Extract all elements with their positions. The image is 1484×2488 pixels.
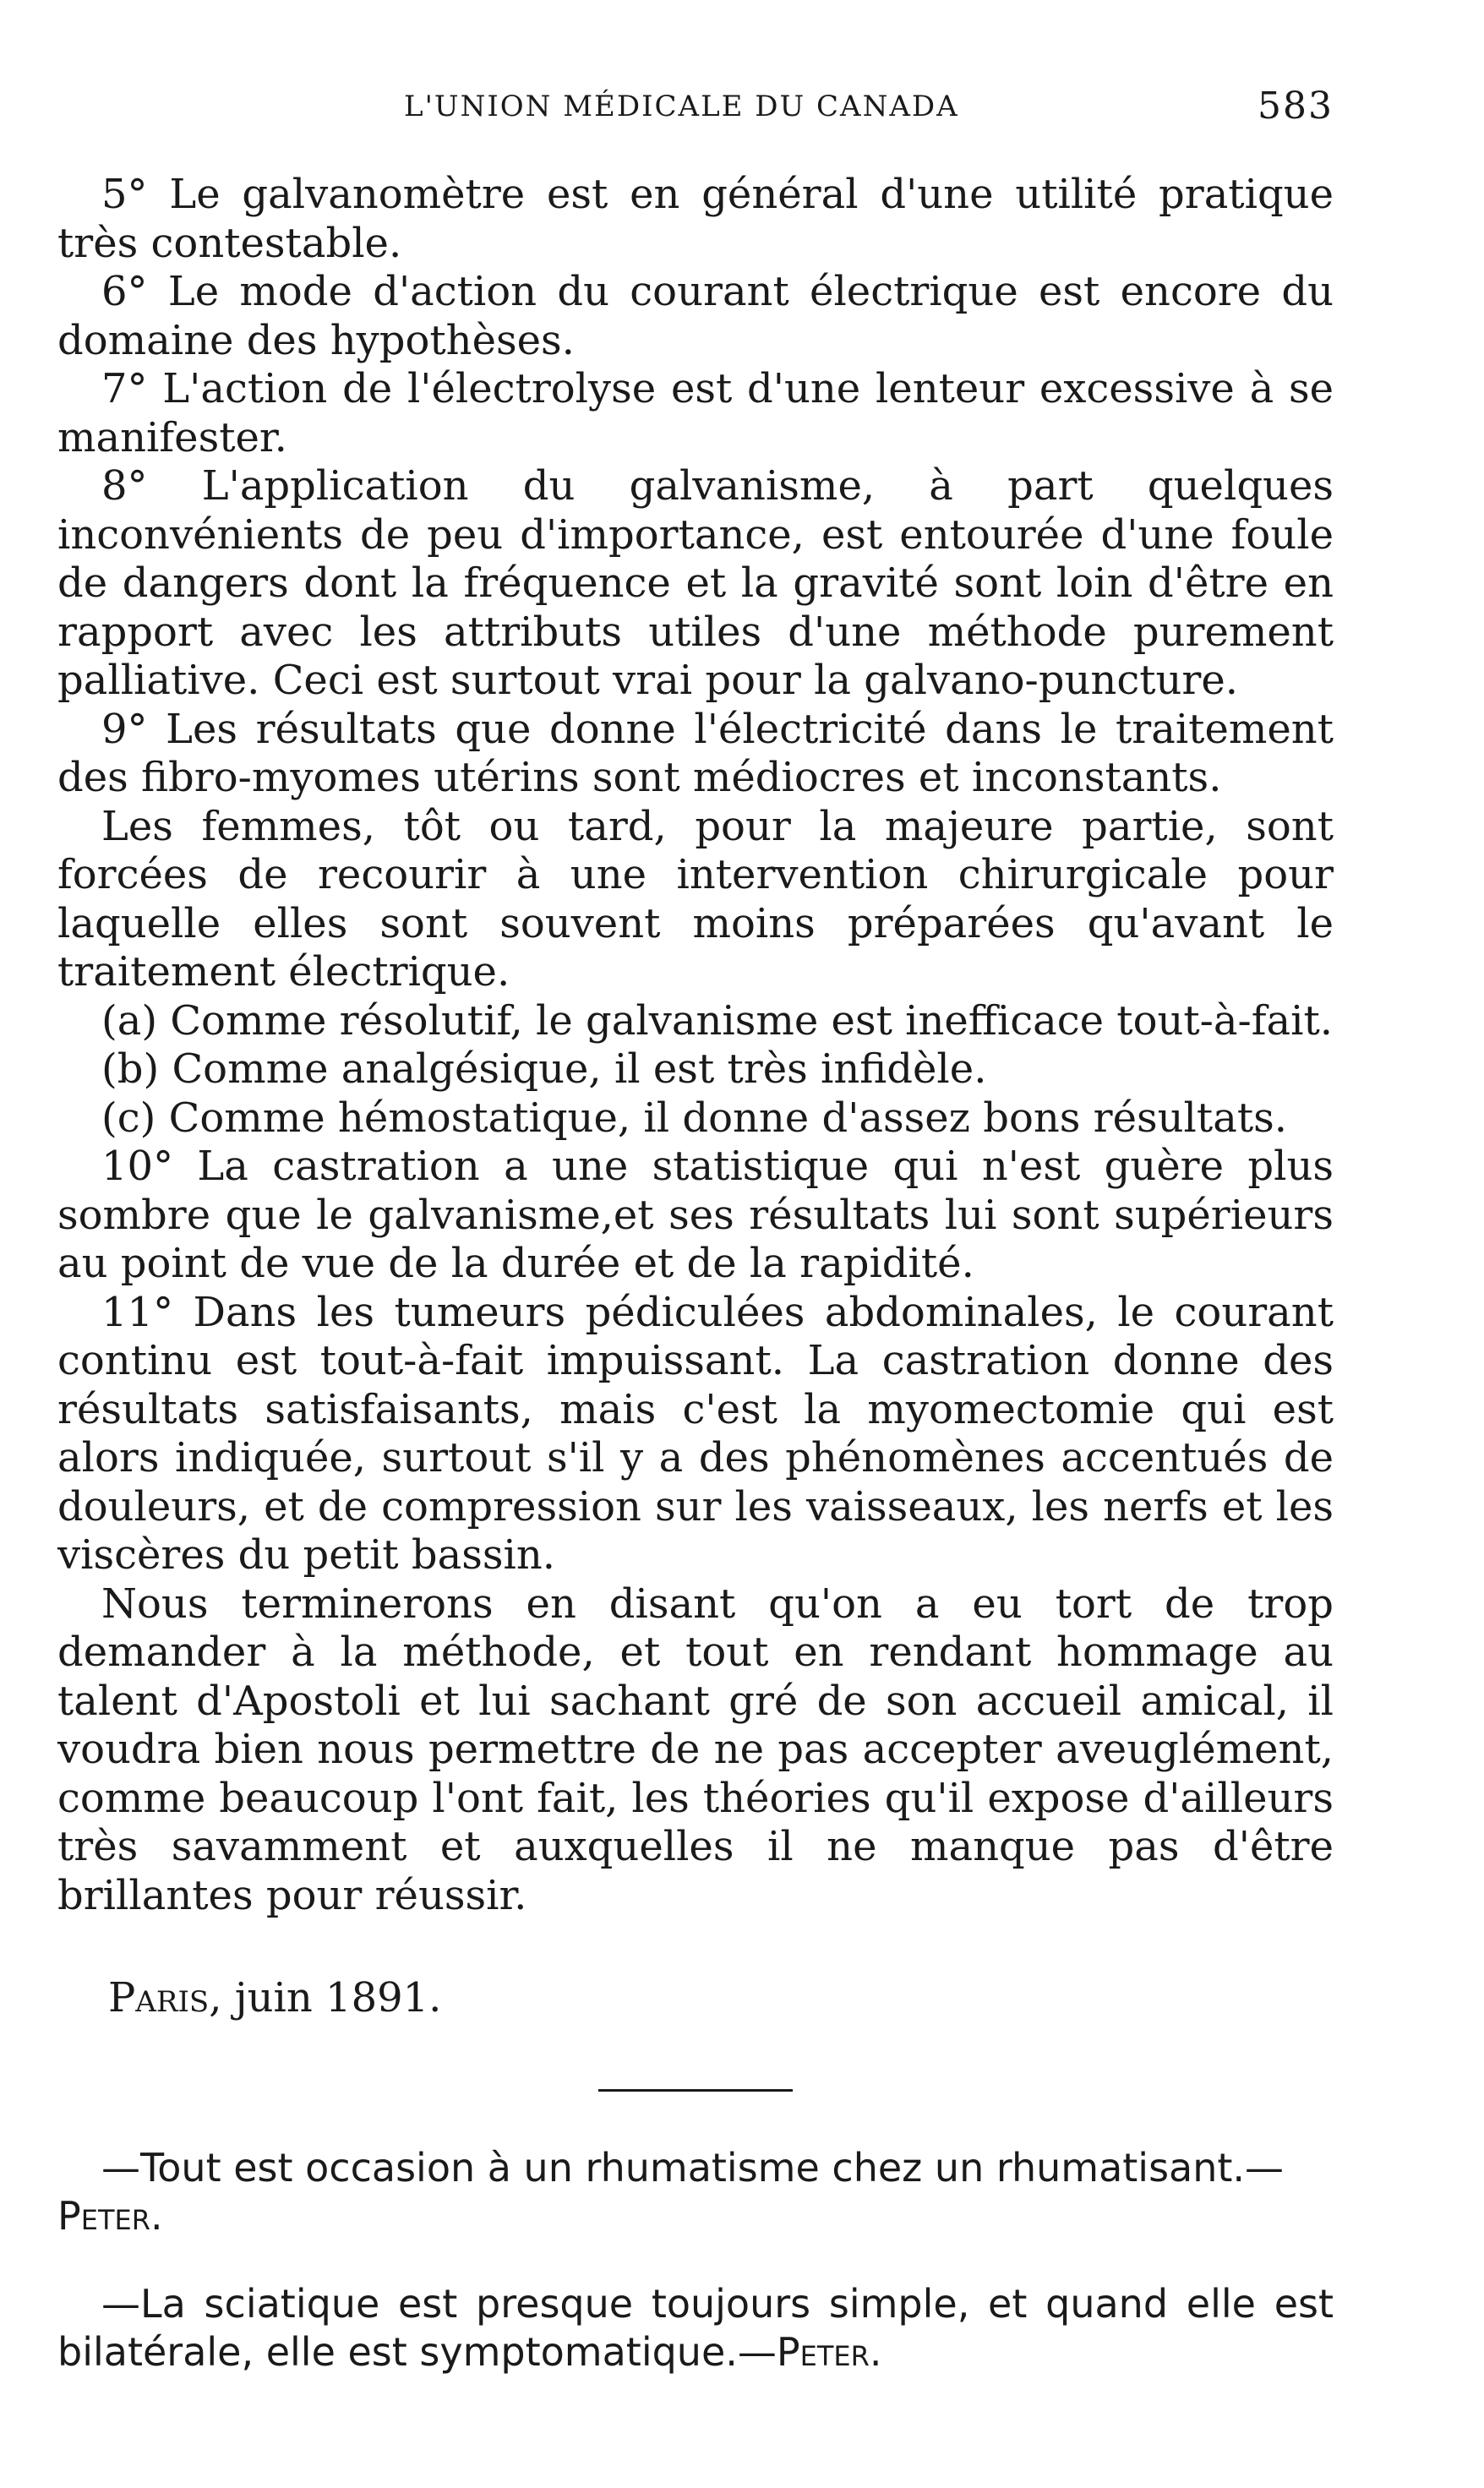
aphorism-1 — [57, 2144, 1334, 2241]
page-header — [57, 85, 1334, 135]
aphorism-2-text: —La sciatique est presque toujours simple, et quand elle est bilatérale, elle est symptomatique.— — [57, 2280, 1334, 2375]
paragraph-conclusion-5: 5° Le galvanomètre est en général d'une utilité pratique très contestable. — [57, 171, 1334, 267]
paragraph-conclusion-9: 9° Les résultats que donne l'électricité dans le traitement des fibro-myomes utérins sont médiocres et inconstants. — [57, 705, 1334, 801]
paragraph-item-a: (a) Comme résolutif, le galvanisme est inefficace tout-à-fait. — [101, 996, 1334, 1045]
page-number: 583 — [1258, 85, 1334, 128]
paragraph-item-c: (c) Comme hémostatique, il donne d'assez bons résultats. — [101, 1094, 1287, 1142]
paragraph-conclusion-11: 11° Dans les tumeurs pédiculées abdominales, le courant continu est tout-à-fait impuissant. La castration donne des résultats satisfaisants, mais c'est la myomectomie qui est alors indiquée, surtout s'il y a des phénomènes accentués de douleurs, et de compression sur les vaisseaux, les nerfs et les viscères du petit bassin. — [57, 1288, 1334, 1579]
paragraph-conclusion-6: 6° Le mode d'action du courant électrique est encore du domaine des hypothèses. — [57, 268, 1334, 364]
signoff-date: , juin 1891. — [209, 1974, 442, 2022]
paragraph-conclusion-8: 8° L'application du galvanisme, à part quelques inconvénients de peu d'importance, est entourée d'une foule de dangers dont la fréquence et la gravité sont loin d'être en rapport avec les attributs utiles d'une méthode purement palliative. Ceci est surtout vrai pour la galvano-puncture. — [57, 462, 1334, 704]
paragraph-item-b: (b) Comme analgésique, il est très infidèle. — [101, 1045, 987, 1093]
section-divider — [598, 2089, 793, 2092]
aphorism-2 — [57, 2280, 1334, 2377]
paragraph-women: Les femmes, tôt ou tard, pour la majeure partie, sont forcées de recourir à une intervention chirurgicale pour laquelle elles sont souvent moins préparées qu'avant le traitement électrique. — [57, 802, 1334, 996]
aphorism-1-text: —Tout est occasion à un rhumatisme chez un rhumatisant.— — [101, 2144, 1285, 2191]
paragraph-conclusion-7: 7° L'action de l'électrolyse est d'une lenteur excessive à se manifester. — [57, 365, 1334, 461]
aphorism-2-author: Peter. — [776, 2329, 882, 2375]
article-body — [57, 171, 1334, 1920]
paragraph-conclusion-10: 10° La castration a une statistique qui n'est guère plus sombre que le galvanisme,et ses résultats lui sont supérieurs au point de vue de la durée et de la rapidité. — [57, 1143, 1334, 1287]
aphorism-1-author: Peter. — [57, 2193, 163, 2239]
signoff-place: Paris — [108, 1974, 210, 2022]
journal-page — [57, 85, 1334, 2377]
running-head: L'UNION MÉDICALE DU CANADA — [404, 90, 959, 123]
paragraph-closing: Nous terminerons en disant qu'on a eu tort de trop demander à la méthode, et tout en rendant hommage au talent d'Apostoli et lui sachant gré de son accueil amical, il voudra bien nous permettre de ne pas accepter aveuglément, comme beaucoup l'ont fait, les théories qu'il expose d'ailleurs très savamment et auxquelles il ne manque pas d'être brillantes pour réussir. — [57, 1580, 1334, 1919]
signoff — [108, 1974, 1334, 2023]
